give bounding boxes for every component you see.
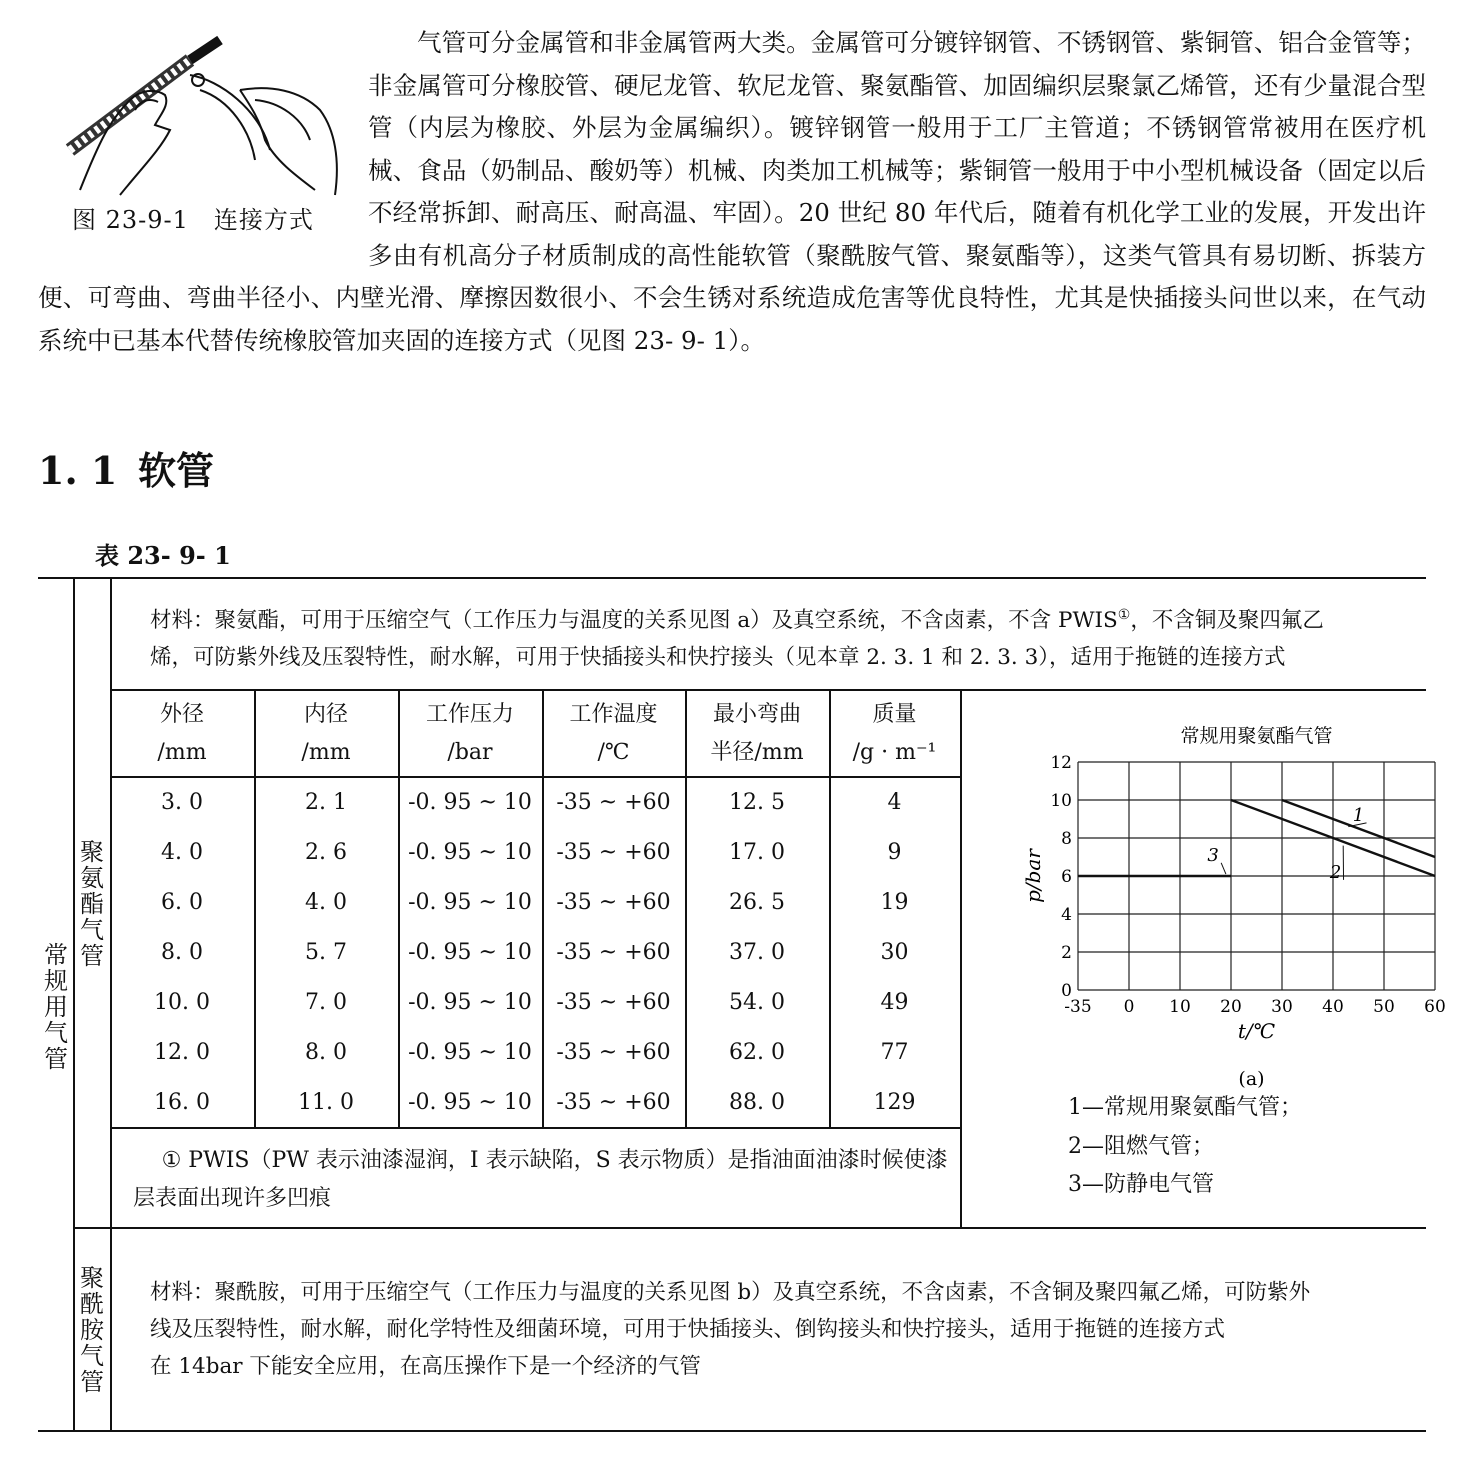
legend-item: 3—防静电气管 [1068, 1172, 1214, 1197]
y-tick-label: 6 [1061, 867, 1072, 887]
table-cell: 30 [880, 940, 909, 965]
table-cell: -0. 95 ~ 10 [408, 890, 532, 915]
y-tick-label: 12 [1050, 753, 1072, 773]
table-cell: 129 [873, 1090, 916, 1115]
table-cell: 7. 0 [305, 990, 347, 1015]
table-cell: 9 [887, 840, 902, 865]
series-label: 2 [1329, 861, 1342, 883]
table-cell: 49 [880, 990, 909, 1015]
chart-title: 常规用聚氨酯气管 [1180, 725, 1333, 747]
row2-material: 材料：聚酰胺，可用于压缩空气（工作压力与温度的关系见图 b）及真空系统，不含卤素，不含铜及聚四氟乙烯，可防紫外 线及压裂特性，耐水解，耐化学特性及细菌环境，可用于快插接头、倒钩接头和快拧接头，适用于拖链的连接方式 在 14bar 下能安全应用，在高压操作下是一个经济的气管 [150, 1280, 1311, 1379]
header-inner-diameter: 内径 /mm [301, 702, 351, 765]
table-cell: -0. 95 ~ 10 [408, 840, 532, 865]
table-cell: -0. 95 ~ 10 [408, 990, 532, 1015]
row1-label: 聚氨酯气管 [80, 838, 104, 970]
table-cell: 4 [887, 790, 902, 815]
x-tick-label: 40 [1322, 997, 1344, 1017]
legend-item: 2—阻燃气管； [1068, 1133, 1214, 1159]
header-mass: 质量 /g · m⁻¹ [852, 702, 937, 765]
legend-item: 1—常规用聚氨酯气管； [1068, 1095, 1302, 1120]
table-cell: -35 ~ +60 [556, 940, 671, 965]
table-cell: 3. 0 [161, 790, 203, 815]
table-cell: -35 ~ +60 [556, 1090, 671, 1115]
header-outer-diameter: 外径 /mm [157, 702, 207, 765]
table-cell: 8. 0 [305, 1040, 347, 1065]
table-cell: -35 ~ +60 [556, 890, 671, 915]
section-title: 软管 [138, 448, 215, 493]
pressure-temperature-chart [978, 717, 1446, 1090]
table-cell: -35 ~ +60 [556, 840, 671, 865]
table-cell: 19 [880, 890, 909, 915]
x-tick-label: -35 [1064, 997, 1092, 1017]
x-tick-label: 10 [1169, 997, 1191, 1017]
table-cell: 11. 0 [298, 1090, 354, 1115]
table-label: 表 23- 9- 1 [95, 541, 231, 570]
y-tick-label: 10 [1050, 791, 1072, 811]
table-cell: -0. 95 ~ 10 [408, 1090, 532, 1115]
x-tick-label: 60 [1424, 997, 1446, 1017]
table-cell: 2. 1 [305, 790, 347, 815]
hose-table [38, 577, 1446, 1432]
footnote: ① PWIS（PW 表示油漆湿润，I 表示缺陷，S 表示物质）是指油面油漆时候使漆层表面出现许多凹痕 [133, 1148, 948, 1211]
row1-material: 材料：聚氨酯，可用于压缩空气（工作压力与温度的关系见图 a）及真空系统，不含卤素，不含 PWIS①，不含铜及聚四氟乙 烯，可防紫外线及压裂特性，耐水解，可用于快插接头和快拧接头（见本章 2. 3. 1 和 2. 3. 3），适用于拖链的连接方式 [150, 607, 1324, 671]
chart-svg [978, 717, 1446, 1090]
x-tick-label: 30 [1271, 997, 1293, 1017]
intro-text [38, 22, 1426, 362]
table-cell: 26. 5 [729, 890, 785, 915]
table-cell: 88. 0 [729, 1090, 785, 1115]
x-tick-label: 50 [1373, 997, 1395, 1017]
table-cell: 37. 0 [729, 940, 785, 965]
y-tick-label: 4 [1061, 905, 1072, 925]
table-cell: 10. 0 [154, 990, 210, 1015]
intro-paragraph: 气管可分金属管和非金属管两大类。金属管可分镀锌钢管、不锈钢管、紫铜管、铝合金管等；非金属管可分橡胶管、硬尼龙管、软尼龙管、聚氨酯管、加固编织层聚氯乙烯管，还有少量混合型管（内层为橡胶、外层为金属编织）。镀锌钢管一般用于工厂主管道；不锈钢管常被用在医疗机械、食品（奶制品、酸奶等）机械、肉类加工机械等；紫铜管一般用于中小型机械设备（固定以后不经常拆卸、耐高压、耐高温、牢固）。20 世纪 80 年代后，随着有机化学工业的发展，开发出许多由有机高分子材质制成的高性能软管（聚酰胺气管、聚氨酯等），这类气管具有易切断、拆装方便、可弯曲、弯曲半径小、内壁光滑、摩擦因数很小、不会生锈对系统造成危害等优良特性，尤其是快插接头问世以来，在气动系统中已基本代替传统橡胶管加夹固的连接方式（见图 23- 9- 1）。 [38, 28, 1426, 355]
x-tick-label: 20 [1220, 997, 1242, 1017]
table-cell: -0. 95 ~ 10 [408, 940, 532, 965]
chart-legend [1068, 1089, 1302, 1205]
table-cell: -35 ~ +60 [556, 1040, 671, 1065]
x-tick-label: 0 [1123, 997, 1135, 1017]
table-cell: 8. 0 [161, 940, 203, 965]
x-axis-label: t/℃ [1237, 1019, 1276, 1043]
table-cell: 4. 0 [161, 840, 203, 865]
table-cell: 2. 6 [305, 840, 347, 865]
series-leader [1221, 863, 1226, 874]
figure-caption: 图 23-9-1 连接方式 [72, 206, 314, 234]
table-cell: 16. 0 [154, 1090, 210, 1115]
section-number: 1. 1 [38, 448, 118, 493]
table-cell: 77 [880, 1040, 909, 1065]
series-label: 3 [1207, 844, 1219, 866]
y-axis-label: p/bar [1021, 849, 1045, 903]
y-tick-label: 0 [1061, 981, 1072, 1001]
table-cell: 12. 0 [154, 1040, 210, 1065]
table-cell: 54. 0 [729, 990, 785, 1015]
table-cell: 12. 5 [729, 790, 785, 815]
chart-caption: (a) [1238, 1068, 1265, 1090]
table-cell: 5. 7 [305, 940, 347, 965]
row2-label: 聚酰胺气管 [80, 1264, 104, 1396]
table-cell: -0. 95 ~ 10 [408, 790, 532, 815]
section-heading [38, 440, 214, 495]
y-tick-label: 8 [1061, 829, 1072, 849]
series-label: 1 [1352, 804, 1365, 826]
table-cell: -35 ~ +60 [556, 990, 671, 1015]
header-working-pressure: 工作压力 /bar [425, 702, 514, 765]
header-min-bend-radius: 最小弯曲 半径/mm [710, 702, 804, 765]
header-working-temperature: 工作温度 /℃ [569, 702, 658, 765]
table-cell: -0. 95 ~ 10 [408, 1040, 532, 1065]
table-cell: 6. 0 [161, 890, 203, 915]
table-cell: 4. 0 [305, 890, 347, 915]
table-cell: 17. 0 [729, 840, 785, 865]
y-tick-label: 2 [1061, 943, 1072, 963]
table-cell: 62. 0 [729, 1040, 785, 1065]
group-label: 常规用气管 [44, 941, 68, 1073]
table-cell: -35 ~ +60 [556, 790, 671, 815]
